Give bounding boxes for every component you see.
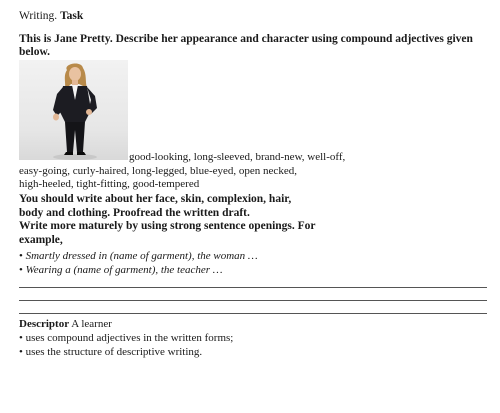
sentence-opening-examples	[19, 249, 489, 277]
bullet-icon: •	[19, 332, 26, 344]
compound-adjectives-list	[19, 151, 489, 192]
woman-figure-icon	[19, 60, 128, 160]
answer-line[interactable]	[19, 313, 487, 314]
adjectives-line-2: easy-going, curly-haired, long-legged, blue-eyed, open necked,	[19, 164, 297, 177]
bullet-icon: •	[19, 250, 26, 262]
task-instruction: This is Jane Pretty. Describe her appearance and character using compound adjectives given below.	[19, 33, 473, 58]
descriptor-section	[19, 317, 489, 359]
jane-pretty-photo	[19, 60, 128, 160]
guidance-line-1: You should write about her face, skin, complexion, hair,	[19, 193, 292, 205]
answer-line[interactable]	[19, 300, 487, 301]
adjectives-line-1: good-looking, long-sleeved, brand-new, well-off,	[129, 151, 346, 163]
descriptor-label: Descriptor	[19, 318, 70, 330]
heading-task: Task	[60, 10, 84, 22]
writing-guidance	[19, 193, 489, 247]
example-item: • Wearing a (name of garment), the teacher …	[19, 264, 223, 276]
example-item: • Smartly dressed in (name of garment), the woman …	[19, 250, 258, 262]
bullet-icon: •	[19, 264, 26, 276]
adjectives-line-3: high-heeled, tight-fitting, good-tempered	[19, 178, 200, 191]
guidance-line-3: Write more maturely by using strong sentence openings. For	[19, 220, 316, 233]
worksheet-heading	[19, 10, 83, 22]
descriptor-intro: A learner	[71, 318, 112, 330]
guidance-line-4: example,	[19, 233, 63, 246]
descriptor-item: • uses the structure of descriptive writing.	[19, 346, 203, 358]
answer-line[interactable]	[19, 287, 487, 288]
heading-prefix: Writing.	[19, 10, 58, 22]
bullet-icon: •	[19, 346, 26, 358]
descriptor-item: • uses compound adjectives in the written forms;	[19, 332, 234, 344]
descriptor-heading	[19, 317, 489, 331]
guidance-line-2: body and clothing. Proofread the written draft.	[19, 206, 250, 219]
